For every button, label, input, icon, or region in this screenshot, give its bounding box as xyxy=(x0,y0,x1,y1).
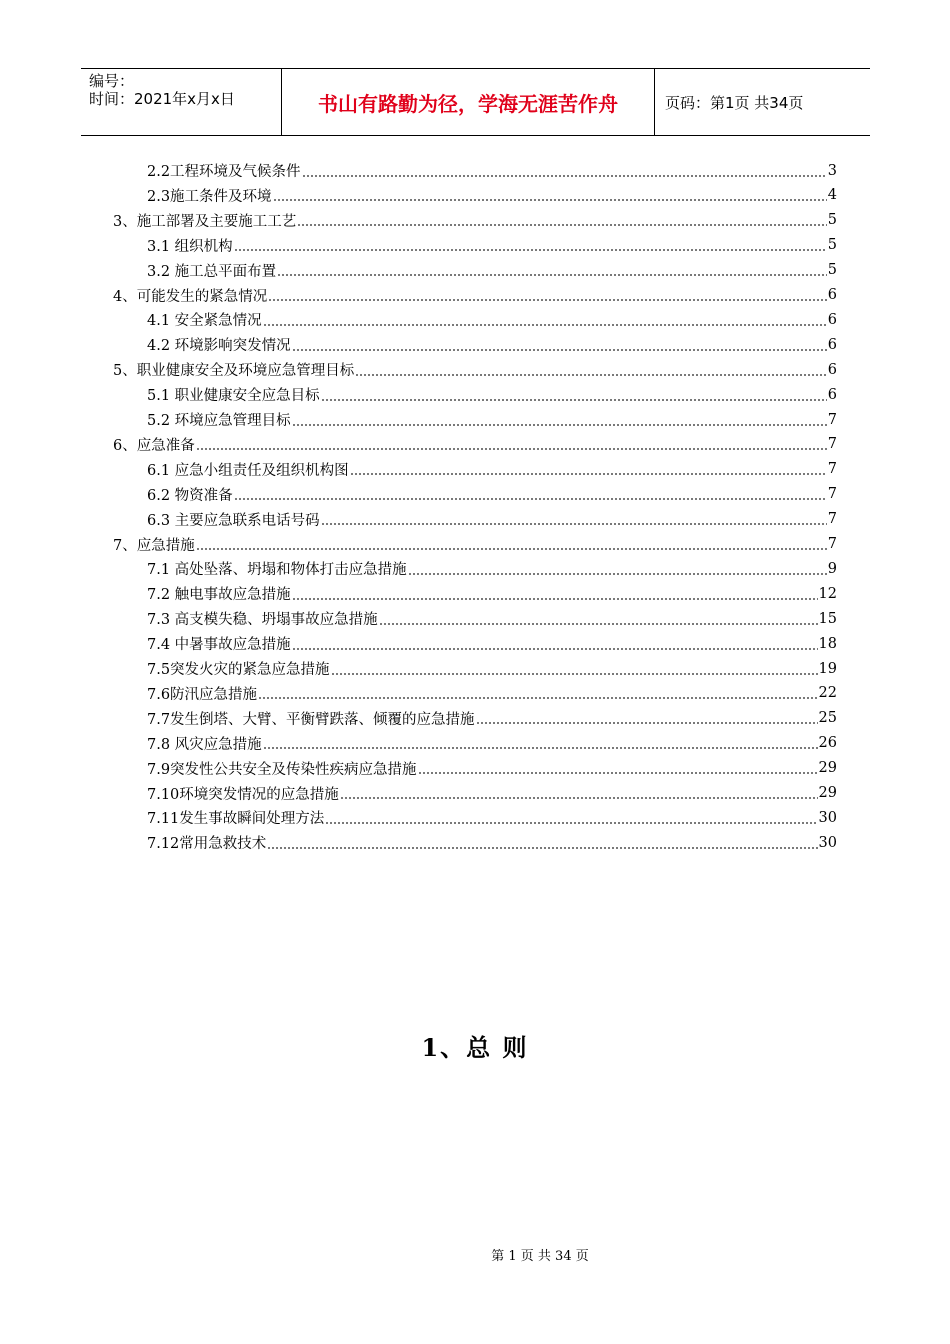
toc-leader-dots xyxy=(292,413,827,427)
toc-leader-dots xyxy=(297,213,827,227)
toc-entry[interactable] xyxy=(147,706,837,731)
toc-entry-label: 6.3 主要应急联系电话号码 xyxy=(147,512,320,529)
motto-text: 书山有路勤为径，学海无涯苦作舟 xyxy=(318,91,618,116)
toc-entry-label: 5、职业健康安全及环境应急管理目标 xyxy=(113,363,355,380)
toc-entry[interactable] xyxy=(147,457,837,482)
toc-entry-label: 7.6防汛应急措施 xyxy=(147,686,258,703)
document-number-label: 编号： xyxy=(89,72,135,90)
toc-entry[interactable] xyxy=(147,681,837,706)
toc-entry-label: 7.12常用急救技术 xyxy=(147,836,267,853)
toc-entry-label: 6.2 物资准备 xyxy=(147,487,233,504)
toc-entry-page: 15 xyxy=(818,610,837,627)
toc-entry-label: 7.11发生事故瞬间处理方法 xyxy=(147,811,325,828)
toc-entry-page: 6 xyxy=(827,386,837,403)
toc-entry-page: 25 xyxy=(818,710,837,727)
toc-leader-dots xyxy=(355,363,827,377)
toc-entry[interactable] xyxy=(147,158,837,183)
toc-entry[interactable] xyxy=(113,532,837,557)
toc-leader-dots xyxy=(418,761,818,775)
toc-entry[interactable] xyxy=(147,581,837,606)
toc-leader-dots xyxy=(302,164,827,178)
toc-entry-page: 6 xyxy=(827,287,837,303)
toc-leader-dots xyxy=(234,487,827,501)
toc-entry[interactable] xyxy=(147,332,837,357)
toc-entry-page: 30 xyxy=(818,834,837,851)
header-meta xyxy=(81,69,282,135)
header-motto xyxy=(282,69,655,135)
toc-entry-page: 3 xyxy=(827,162,837,179)
toc-entry[interactable] xyxy=(147,233,837,258)
toc-entry-page: 7 xyxy=(827,411,837,428)
toc-entry-page: 29 xyxy=(818,760,837,777)
toc-entry-label: 7.10环境突发情况的应急措施 xyxy=(147,786,339,803)
toc-leader-dots xyxy=(263,313,827,327)
toc-leader-dots xyxy=(350,462,827,476)
toc-entry-label: 3、施工部署及主要施工工艺 xyxy=(113,213,297,230)
toc-leader-dots xyxy=(268,288,827,302)
toc-entry-label: 5.1 职业健康安全应急目标 xyxy=(147,388,320,405)
toc-entry-label: 3.2 施工总平面布置 xyxy=(147,263,277,280)
toc-entry[interactable] xyxy=(113,432,837,457)
toc-entry-page: 12 xyxy=(818,585,837,602)
header-page-info xyxy=(655,69,870,135)
toc-entry-label: 2.3施工条件及环境 xyxy=(147,188,272,205)
toc-entry[interactable] xyxy=(113,208,837,233)
toc-entry[interactable] xyxy=(113,283,837,308)
toc-entry-page: 4 xyxy=(827,187,837,204)
toc-leader-dots xyxy=(196,537,827,551)
toc-entry-label: 7.1 高处坠落、坍塌和物体打击应急措施 xyxy=(147,562,407,579)
toc-entry-label: 6、应急准备 xyxy=(113,437,195,454)
toc-entry-page: 29 xyxy=(818,785,837,801)
toc-leader-dots xyxy=(325,811,817,825)
toc-entry-label: 7.2 触电事故应急措施 xyxy=(147,587,291,604)
toc-entry[interactable] xyxy=(147,731,837,756)
toc-entry-label: 7.5突发火灾的紧急应急措施 xyxy=(147,662,330,678)
page-header xyxy=(81,68,870,136)
toc-entry-label: 4.1 安全紧急情况 xyxy=(147,313,262,330)
toc-entry-label: 6.1 应急小组责任及组织机构图 xyxy=(147,462,349,479)
toc-leader-dots xyxy=(321,512,827,526)
toc-entry[interactable] xyxy=(147,830,837,855)
toc-leader-dots xyxy=(321,388,827,402)
page-info-text: 页码：第1页 共34页 xyxy=(665,93,804,112)
toc-entry-page: 7 xyxy=(827,511,837,528)
toc-leader-dots xyxy=(408,562,827,576)
chapter-title: 1、总 则 xyxy=(421,1033,529,1062)
toc-leader-dots xyxy=(267,836,817,850)
toc-entry-page: 9 xyxy=(827,560,837,577)
toc-entry-label: 4、可能发生的紧急情况 xyxy=(113,288,268,305)
toc-entry-label: 3.1 组织机构 xyxy=(147,238,233,255)
toc-entry[interactable] xyxy=(147,183,837,208)
toc-entry-page: 5 xyxy=(827,262,837,279)
toc-entry[interactable] xyxy=(147,781,837,806)
toc-entry-label: 5.2 环境应急管理目标 xyxy=(147,413,291,429)
toc-leader-dots xyxy=(258,686,817,700)
toc-entry-label: 7.8 风灾应急措施 xyxy=(147,736,262,753)
toc-entry-page: 22 xyxy=(818,685,837,702)
toc-leader-dots xyxy=(273,188,827,202)
toc-entry-page: 26 xyxy=(818,735,837,752)
toc-entry-page: 7 xyxy=(827,436,837,453)
toc-entry[interactable] xyxy=(147,606,837,631)
toc-entry-page: 6 xyxy=(827,336,837,353)
toc-entry-label: 7.7发生倒塔、大臂、平衡臂跌落、倾覆的应急措施 xyxy=(147,711,475,728)
toc-entry[interactable] xyxy=(147,482,837,507)
toc-entry[interactable] xyxy=(147,407,837,432)
toc-entry-label: 2.2工程环境及气候条件 xyxy=(147,164,301,180)
toc-leader-dots xyxy=(331,662,818,676)
toc-entry[interactable] xyxy=(147,382,837,407)
toc-leader-dots xyxy=(340,786,818,800)
toc-entry[interactable] xyxy=(147,805,837,830)
toc-leader-dots xyxy=(292,637,818,651)
toc-leader-dots xyxy=(476,711,818,725)
toc-leader-dots xyxy=(277,263,827,277)
page-footer: 第 1 页 共 34 页 xyxy=(491,1249,589,1264)
toc-entry-label: 7.3 高支模失稳、坍塌事故应急措施 xyxy=(147,612,378,629)
toc-entry[interactable] xyxy=(147,507,837,532)
toc-entry[interactable] xyxy=(113,357,837,382)
toc-entry-page: 6 xyxy=(827,361,837,378)
toc-entry-page: 5 xyxy=(827,212,837,229)
document-time-label: 时间：2021年x月x日 xyxy=(89,90,235,108)
toc-leader-dots xyxy=(234,238,827,252)
toc-entry-page: 18 xyxy=(818,635,837,652)
toc-entry-page: 6 xyxy=(827,311,837,328)
toc-entry-label: 7.9突发性公共安全及传染性疾病应急措施 xyxy=(147,761,417,778)
toc-leader-dots xyxy=(379,612,818,626)
toc-entry-page: 19 xyxy=(818,660,837,677)
toc-leader-dots xyxy=(196,437,827,451)
toc-entry-page: 30 xyxy=(818,809,837,826)
toc-entry[interactable] xyxy=(147,631,837,656)
toc-entry-label: 7.4 中暑事故应急措施 xyxy=(147,637,291,654)
toc-entry[interactable] xyxy=(147,556,837,581)
toc-entry-page: 7 xyxy=(827,486,837,503)
toc-entry[interactable] xyxy=(147,656,837,681)
toc-entry-page: 7 xyxy=(827,536,837,552)
toc-entry[interactable] xyxy=(147,258,837,283)
toc-leader-dots xyxy=(292,587,818,601)
toc-entry[interactable] xyxy=(147,756,837,781)
toc-entry-page: 5 xyxy=(827,237,837,254)
toc-entry-page: 7 xyxy=(827,461,837,478)
toc-leader-dots xyxy=(292,338,827,352)
toc-entry-label: 4.2 环境影响突发情况 xyxy=(147,338,291,355)
toc-leader-dots xyxy=(263,736,818,750)
toc-entry-label: 7、应急措施 xyxy=(113,537,195,554)
toc-entry[interactable] xyxy=(147,307,837,332)
